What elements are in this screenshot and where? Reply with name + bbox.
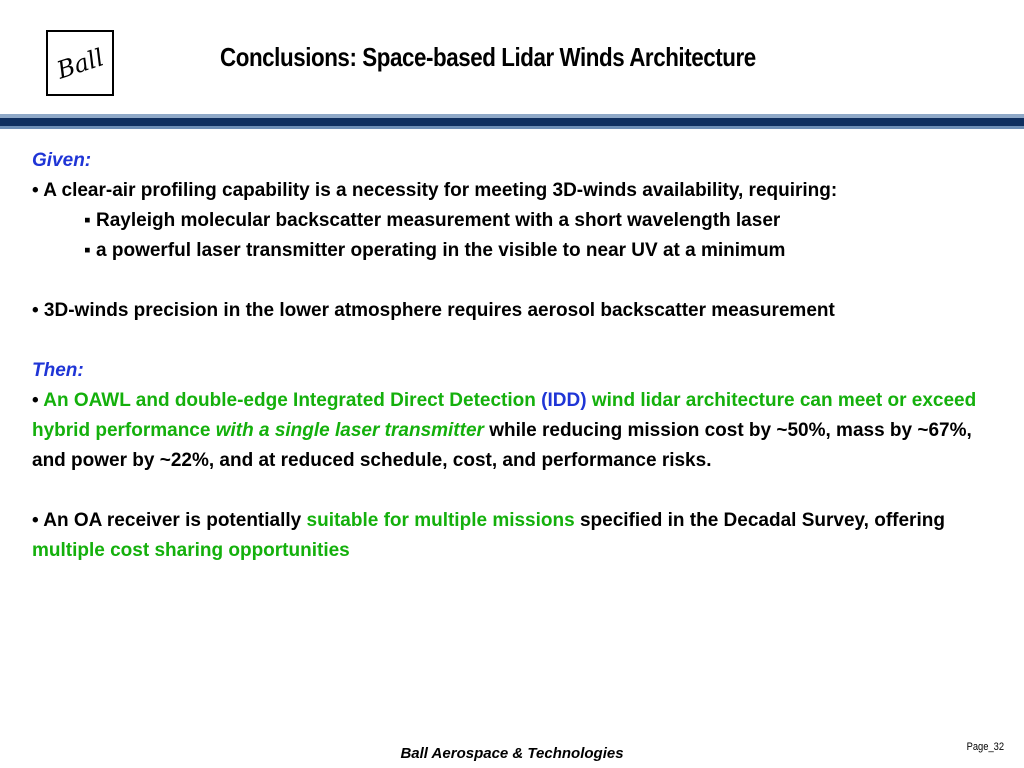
ball-logo bbox=[46, 30, 114, 96]
oawl-performance: wind lidar architecture can meet or exceed hybrid performance bbox=[32, 390, 977, 441]
cost-sharing-highlight: multiple cost sharing opportunities bbox=[32, 540, 350, 561]
multiple-missions-highlight: suitable for multiple missions bbox=[306, 510, 575, 531]
bullet-precision: • 3D-winds precision in the lower atmosphere requires aerosol backscatter measurement bbox=[32, 300, 835, 321]
page-number: Page_32 bbox=[966, 741, 1004, 753]
sub-bullet-rayleigh: ▪ Rayleigh molecular backscatter measurement with a short wavelength laser bbox=[84, 210, 781, 231]
slide-body bbox=[32, 146, 1002, 566]
decadal-survey-text: specified in the Decadal Survey, offering bbox=[579, 510, 945, 531]
oawl-statement: An OAWL and double-edge Integrated Direct Detection bbox=[43, 390, 536, 411]
bullet-clear-air: • A clear-air profiling capability is a necessity for meeting 3D-winds availability, requiring: bbox=[32, 180, 838, 201]
then-label: Then: bbox=[32, 360, 84, 381]
oawl-savings: while reducing mission cost by ~50%, mass by ~67%, and power by ~22%, and at reduced schedule, cost, and performance risks. bbox=[32, 420, 972, 471]
single-laser-emphasis: with a single laser transmitter bbox=[215, 420, 484, 441]
idd-acronym: (IDD) bbox=[541, 390, 587, 411]
bullet-marker: • bbox=[32, 390, 39, 411]
footer-company: Ball Aerospace & Technologies bbox=[400, 745, 624, 762]
logo-text: Ball bbox=[53, 43, 108, 85]
given-label: Given: bbox=[32, 150, 92, 171]
header-rule-main bbox=[0, 118, 1024, 126]
sub-bullet-laser: ▪ a powerful laser transmitter operating in the visible to near UV at a minimum bbox=[84, 240, 786, 261]
bullet-oa-receiver bbox=[32, 506, 1002, 566]
bullet-marker: • bbox=[32, 510, 39, 531]
ball-logo-mark bbox=[48, 32, 112, 94]
header-rule-bottom bbox=[0, 126, 1024, 129]
oa-receiver-text: An OA receiver is potentially bbox=[43, 510, 302, 531]
slide-title: Conclusions: Space-based Lidar Winds Architecture bbox=[220, 42, 756, 72]
bullet-oawl bbox=[32, 386, 1002, 476]
